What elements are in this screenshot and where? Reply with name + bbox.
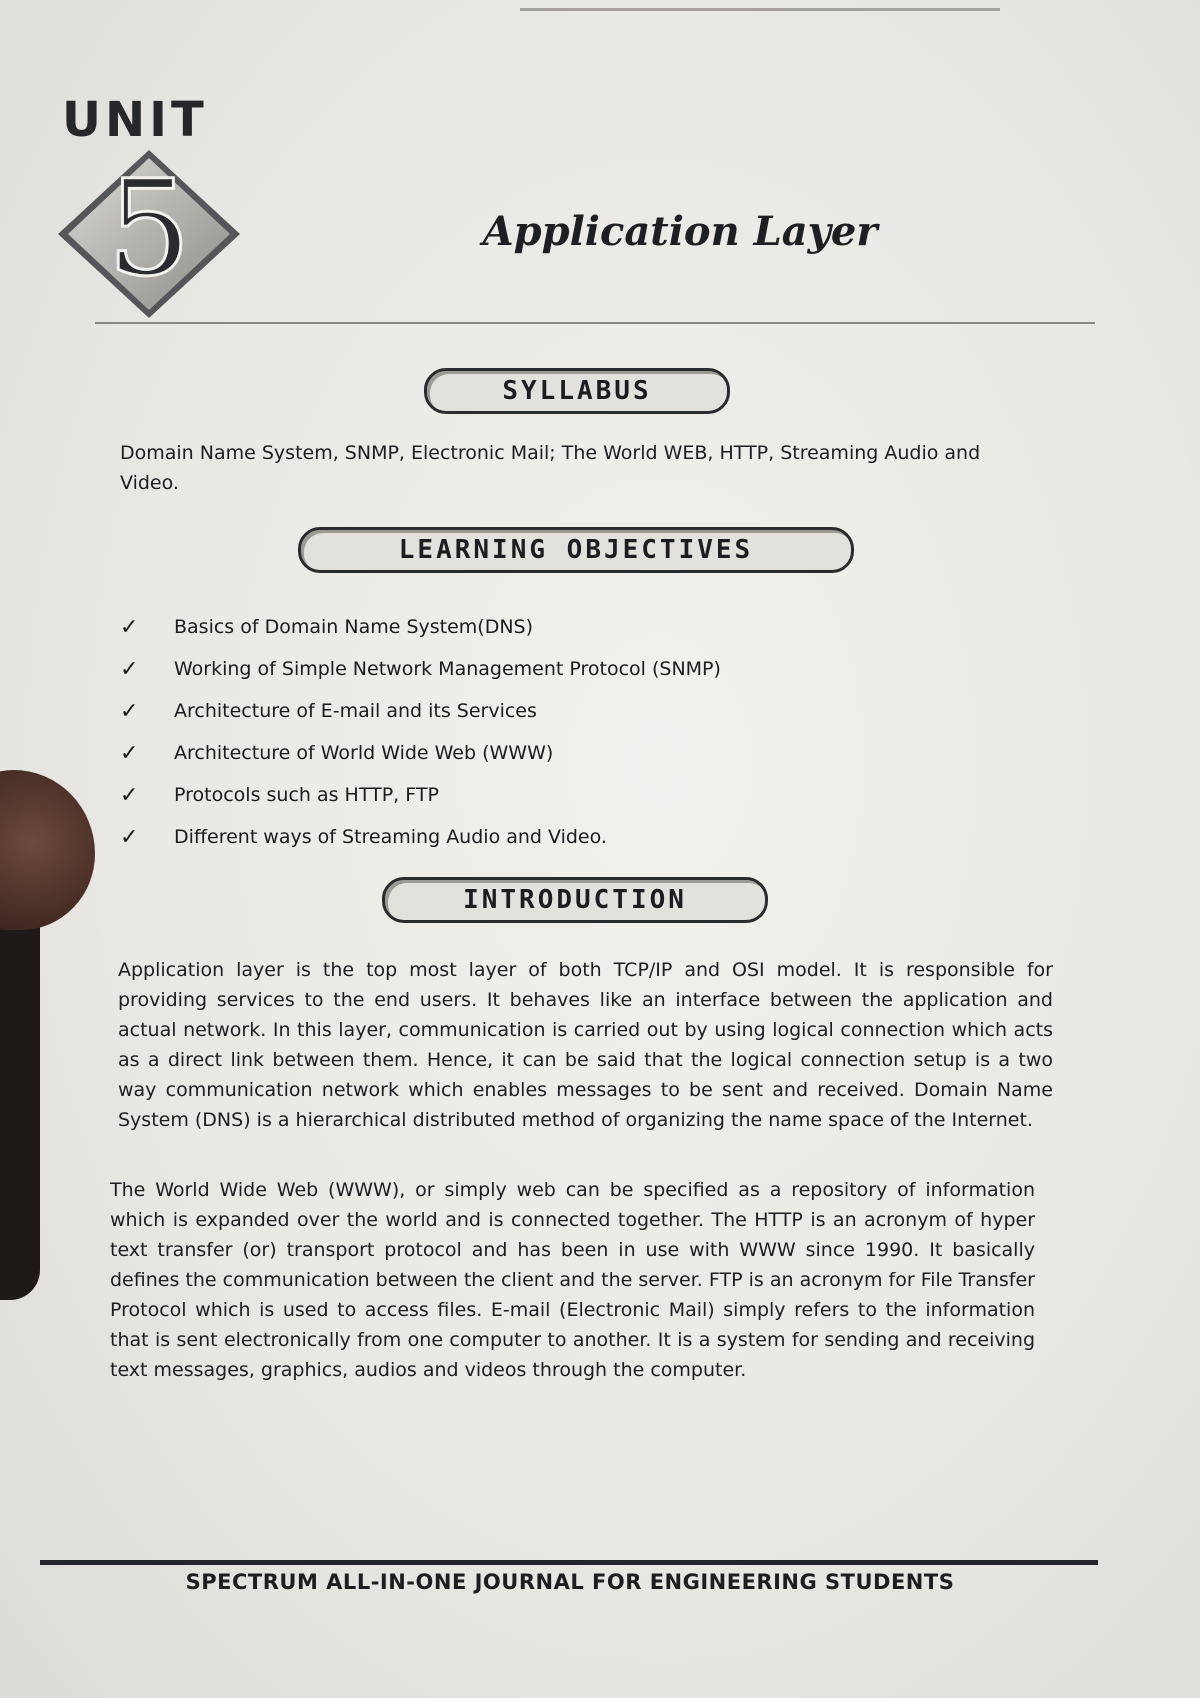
objective-text: Different ways of Streaming Audio and Video. <box>174 826 607 848</box>
top-rule <box>520 8 1000 11</box>
check-icon: ✓ <box>120 614 139 640</box>
list-item <box>120 732 1020 774</box>
unit-number: 5 <box>107 152 191 306</box>
footer-journal-title: SPECTRUM ALL-IN-ONE JOURNAL FOR ENGINEERING STUDENTS <box>185 1570 955 1594</box>
learning-objectives-list <box>120 606 1020 858</box>
check-icon: ✓ <box>120 740 139 766</box>
title-divider <box>95 322 1095 324</box>
footer-rule <box>40 1560 1098 1565</box>
syllabus-heading: SYLLABUS <box>424 368 730 414</box>
list-item <box>120 606 1020 648</box>
check-icon: ✓ <box>120 698 139 724</box>
unit-label: UNIT <box>62 92 208 148</box>
hand-shadow <box>0 880 40 1300</box>
introduction-paragraph-1: Application layer is the top most layer of both TCP/IP and OSI model. It is responsible for providing services to the end users. It behaves like an interface between the application and actual network. In this layer, communication is carried out by using logical connection which acts as a direct link between them. Hence, it can be said that the logical connection setup is a two way communication network which enables messages to be sent and received. Domain Name System (DNS) is a hierarchical distributed method of organizing the name space of the Internet. <box>118 959 1053 1131</box>
check-icon: ✓ <box>120 656 139 682</box>
syllabus-text: Domain Name System, SNMP, Electronic Mail; The World WEB, HTTP, Streaming Audio and Video. <box>120 442 981 494</box>
unit-number-badge <box>54 146 244 322</box>
objective-text: Working of Simple Network Management Protocol (SNMP) <box>174 658 721 680</box>
objective-text: Architecture of World Wide Web (WWW) <box>174 742 554 764</box>
check-icon: ✓ <box>120 824 139 850</box>
introduction-paragraph-2: The World Wide Web (WWW), or simply web can be specified as a repository of information which is expanded over the world and is connected together. The HTTP is an acronym of hyper text transfer (or) transport protocol and has been in use with WWW since 1990. It basically defines the communication between the client and the server. FTP is an acronym for File Transfer Protocol which is used to access files. E-mail (Electronic Mail) simply refers to the information that is sent electronically from one computer to another. It is a system for sending and receiving text messages, graphics, audios and videos through the computer. <box>110 1179 1035 1381</box>
thumb <box>0 770 95 930</box>
list-item <box>120 816 1020 858</box>
introduction-heading: INTRODUCTION <box>382 877 768 923</box>
list-item <box>120 774 1020 816</box>
objective-text: Basics of Domain Name System(DNS) <box>174 616 534 638</box>
objective-text: Protocols such as HTTP, FTP <box>174 784 439 806</box>
objective-text: Architecture of E-mail and its Services <box>174 700 537 722</box>
chapter-title: Application Layer <box>482 208 878 255</box>
list-item <box>120 690 1020 732</box>
learning-objectives-heading: LEARNING OBJECTIVES <box>298 527 854 573</box>
list-item <box>120 648 1020 690</box>
check-icon: ✓ <box>120 782 139 808</box>
